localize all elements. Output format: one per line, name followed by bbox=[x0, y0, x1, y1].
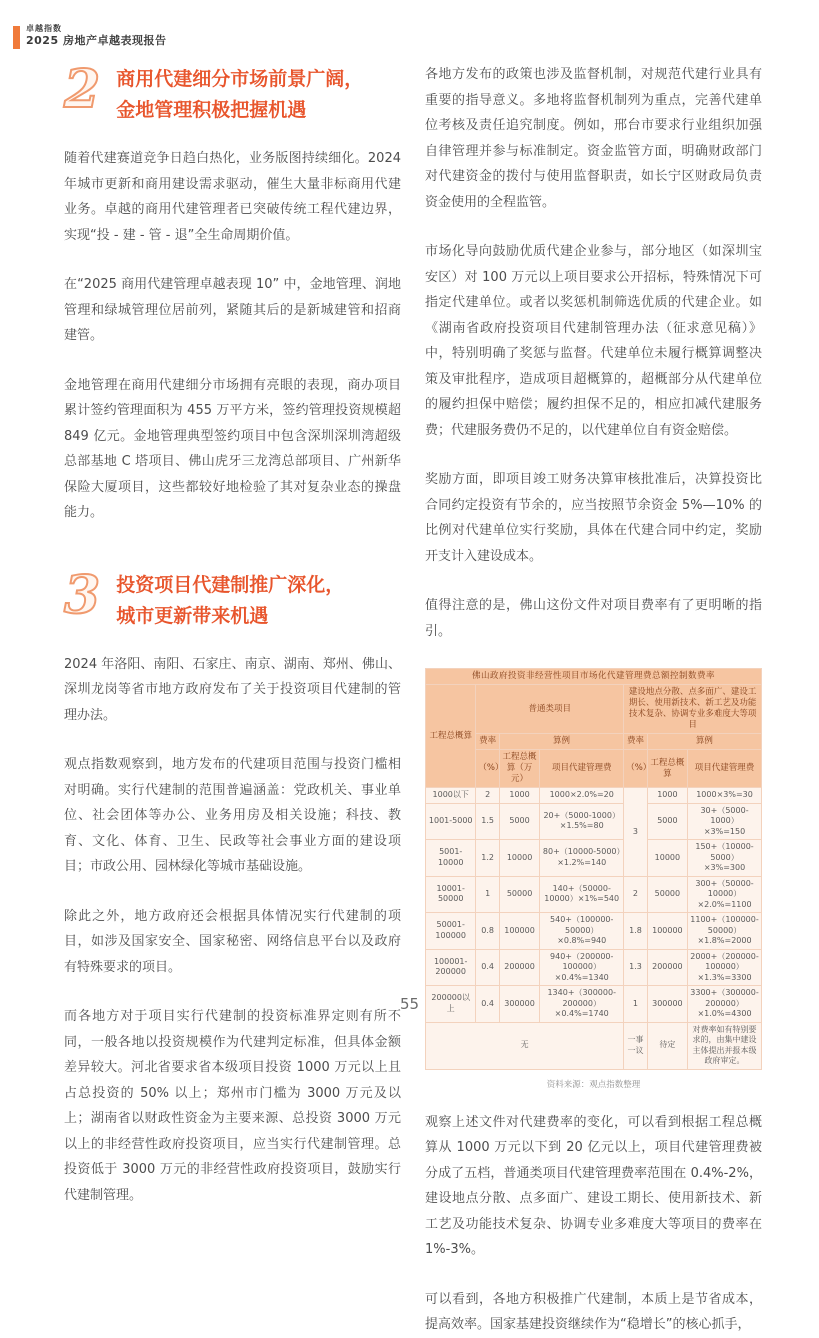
cell-budget: 50000 bbox=[647, 876, 687, 913]
fee-rate-table bbox=[425, 668, 762, 1090]
table-header-fee: 项目代建管理费 bbox=[540, 750, 624, 788]
cell-rate: 0.4 bbox=[476, 949, 500, 986]
cell-fee: 1340+（300000-200000）×0.4%=1740 bbox=[540, 986, 624, 1023]
section-2-title bbox=[116, 62, 363, 126]
cell-budget: 10000 bbox=[647, 840, 687, 877]
cell-rate: 1 bbox=[476, 876, 500, 913]
table-header-pct: （%） bbox=[476, 750, 500, 788]
table-header-budget-wan: 工程总概算（万元） bbox=[499, 750, 539, 788]
table-header-rate: 费率 bbox=[624, 734, 648, 750]
cell-range: 10001-50000 bbox=[426, 876, 476, 913]
cell-rate: 0.8 bbox=[476, 913, 500, 950]
report-brand bbox=[13, 24, 166, 49]
table-row bbox=[426, 803, 762, 840]
cell-budget-special: 待定 bbox=[647, 1022, 687, 1069]
table-header-complex-group: 建设地点分散、点多面广、建设工期长、使用新技术、新工艺及功能技术复杂、协调专业多难度大等项目 bbox=[624, 685, 762, 734]
right-paragraph: 奖励方面，即项目竣工财务决算审核批准后，决算投资比合同约定投资有节余的，应当按照节余资金 5%—10% 的比例对代建单位实行奖励，具体在代建合同中约定，奖励开支计入建设成本。 bbox=[425, 472, 762, 564]
section-3-paragraph: 而各地方对于项目实行代建制的投资标准界定则有所不同，一般各地以投资规模作为代建判定标准，但具体金额差异较大。河北省要求省本级项目投资 1000 万元以上且占总投资的 50% 以上；郑州市门槛为 3000 万元及以上；湖南省以财政性资金为主要来源、总投资 3000 万元以上的非经营性政府投资项目，应当实行代建制管理。总投资低于 3000 万元的非经营性政府投资项目，鼓励实行代建制管理。 bbox=[64, 1009, 401, 1203]
left-column bbox=[64, 59, 401, 1338]
brand-bar-icon bbox=[13, 26, 20, 49]
table-source: 资料来源：观点指数整理 bbox=[546, 1079, 641, 1090]
cell-rate: 3 bbox=[624, 788, 648, 877]
cell-budget: 1000 bbox=[647, 788, 687, 804]
cell-budget: 5000 bbox=[499, 803, 539, 840]
cell-range: 50001-100000 bbox=[426, 913, 476, 950]
right-paragraph: 值得注意的是，佛山这份文件对项目费率有了更明晰的指引。 bbox=[425, 598, 762, 639]
cell-fee: 150+（10000-5000）×3%=300 bbox=[688, 840, 762, 877]
right-paragraph: 各地方发布的政策也涉及监督机制，对规范代建行业具有重要的指导意义。多地将监督机制列为重点，完善代建单位考核及责任追究制度。例如，邢台市要求行业组织加强自律管理并参与标准制定。资金监管方面，明确财政部门对代建资金的拨付与使用监督职责，如长宁区财政局负责资金使用的全程监管。 bbox=[425, 67, 762, 210]
table-row bbox=[426, 913, 762, 950]
section-3-paragraph: 2024 年洛阳、南阳、石家庄、南京、湖南、郑州、佛山、深圳龙岗等省市地方政府发布了关于投资项目代建制的管理办法。 bbox=[64, 656, 401, 723]
table-row bbox=[426, 840, 762, 877]
cell-range: 100001-200000 bbox=[426, 949, 476, 986]
table-header-normal-group: 普通类项目 bbox=[476, 685, 624, 734]
table-header-budget: 工程总概算 bbox=[426, 685, 476, 788]
cell-fee: 30+（5000-1000）×3%=150 bbox=[688, 803, 762, 840]
cell-rate: 1.8 bbox=[624, 913, 648, 950]
table-row bbox=[426, 788, 762, 804]
section-3-heading bbox=[64, 564, 401, 632]
cell-none: 无 bbox=[426, 1022, 624, 1069]
cell-fee: 940+（200000-100000）×0.4%=1340 bbox=[540, 949, 624, 986]
table-header-fee: 项目代建管理费 bbox=[688, 750, 762, 788]
table-header-rate: 费率 bbox=[476, 734, 500, 750]
section-2-number: 2 bbox=[64, 59, 101, 120]
cell-budget: 1000 bbox=[499, 788, 539, 804]
section-3-number: 3 bbox=[64, 564, 101, 626]
section-2-paragraph: 金地管理在商用代建细分市场拥有亮眼的表现，商办项目累计签约管理面积为 455 万平方米，签约管理投资规模超 849 亿元。金地管理典型签约项目中包含深圳深圳湾超级总部基地 C 塔项目、佛山虎牙三龙湾总部项目、广州新华保险大厦项目，这些都较好地检验了其对复杂业态的操盘能力。 bbox=[64, 377, 401, 520]
cell-budget: 100000 bbox=[647, 913, 687, 950]
cell-fee: 1000×2.0%=20 bbox=[540, 788, 624, 804]
cell-budget: 5000 bbox=[647, 803, 687, 840]
table-row bbox=[426, 949, 762, 986]
table-footer-row bbox=[426, 1022, 762, 1069]
section-3-title-line1: 投资项目代建制推广深化， bbox=[116, 573, 345, 596]
cell-fee: 2000+（200000-100000）×1.3%=3300 bbox=[688, 949, 762, 986]
right-paragraph: 观察上述文件对代建费率的变化，可以看到根据工程总概算从 1000 万元以下到 20 亿元以上，项目代建管理费被分成了五档，普通类项目代建管理费率范围在 0.4%-2%，建设地点分散、点多面广、建设工期长、使用新技术、新工艺及功能技术复杂、协调专业多难度大等项目的费率在 1%-3%。 bbox=[425, 1114, 762, 1257]
cell-range: 5001-10000 bbox=[426, 840, 476, 877]
cell-range: 1000以下 bbox=[426, 788, 476, 804]
cell-fee: 20+（5000-1000）×1.5%=80 bbox=[540, 803, 624, 840]
cell-budget: 200000 bbox=[499, 949, 539, 986]
table-header-example: 算例 bbox=[647, 734, 761, 750]
cell-rate: 0.4 bbox=[476, 986, 500, 1023]
cell-budget: 10000 bbox=[499, 840, 539, 877]
cell-budget: 50000 bbox=[499, 876, 539, 913]
cell-rate: 1.3 bbox=[624, 949, 648, 986]
cell-fee: 1000×3%=30 bbox=[688, 788, 762, 804]
right-column bbox=[425, 62, 762, 1338]
section-3-paragraph: 除此之外，地方政府还会根据具体情况实行代建制的项目，如涉及国家安全、国家秘密、网络信息平台以及政府有特殊要求的项目。 bbox=[64, 908, 401, 975]
right-paragraph: 市场化导向鼓励优质代建企业参与，部分地区（如深圳宝安区）对 100 万元以上项目要求公开招标，特殊情况下可指定代建单位。或者以奖惩机制筛选优质的代建企业。如《湖南省政府投资项目代建制管理办法（征求意见稿）》中，特别明确了奖惩与监督。代建单位未履行概算调整决策及审批程序，造成项目超概算的，超概部分从代建单位的履约担保中赔偿；履约担保不足的，相应扣减代建服务费；代建服务费仍不足的，以代建单位自有资金赔偿。 bbox=[425, 244, 762, 438]
section-3-paragraph: 观点指数观察到，地方发布的代建项目范围与投资门槛相对明确。实行代建制的范围普遍涵盖：党政机关、事业单位、社会团体等办公、业务用房及相关设施；科技、教育、文化、体育、卫生、民政等社会事业方面的建设项目；市政公用、园林绿化等城市基础设施。 bbox=[64, 757, 401, 874]
cell-fee: 80+（10000-5000）×1.2%=140 bbox=[540, 840, 624, 877]
section-2-title-line1: 商用代建细分市场前景广阔， bbox=[116, 68, 364, 90]
cell-budget: 100000 bbox=[499, 913, 539, 950]
page-content bbox=[64, 59, 762, 1338]
cell-range: 1001-5000 bbox=[426, 803, 476, 840]
table-header-budget2: 工程总概算 bbox=[647, 750, 687, 788]
cell-budget: 300000 bbox=[647, 986, 687, 1023]
cell-fee: 540+（100000-50000）×0.8%=940 bbox=[540, 913, 624, 950]
brand-tagline: 卓越指数 bbox=[26, 24, 62, 33]
cell-fee: 1100+（100000-50000）×1.8%=2000 bbox=[688, 913, 762, 950]
section-2-paragraph: 在“2025 商用代建管理卓越表现 10” 中，金地管理、润地管理和绿城管理位居前列，紧随其后的是新城建管和招商建管。 bbox=[64, 277, 401, 343]
cell-note: 对费率如有特别要求的，由集中建设主体提出并报本级政府审定。 bbox=[688, 1022, 762, 1069]
section-3-title bbox=[116, 568, 344, 632]
cell-budget: 300000 bbox=[499, 986, 539, 1023]
cell-rate: 1.5 bbox=[476, 803, 500, 840]
table-title: 佛山政府投资非经营性项目市场化代建管理费总额控制数费率 bbox=[426, 669, 762, 685]
page-number: 55 bbox=[399, 995, 420, 1013]
cell-rate: 1 bbox=[624, 986, 648, 1023]
section-3-title-line2: 城市更新带来机遇 bbox=[116, 604, 269, 627]
section-2-paragraph: 随着代建赛道竞争日趋白热化，业务版图持续细化。2024 年城市更新和商用建设需求驱动，催生大量非标商用代建业务。卓越的商用代建管理者已突破传统工程代建边界，实现“投 - 建 - 管 - 退”全生命周期价值。 bbox=[64, 151, 401, 243]
table-header-example: 算例 bbox=[499, 734, 623, 750]
table-header-pct: （%） bbox=[624, 750, 648, 788]
cell-rate: 2 bbox=[624, 876, 648, 913]
cell-fee: 140+（50000-10000）×1%=540 bbox=[540, 876, 624, 913]
cell-fee: 3300+（300000-200000）×1.0%=4300 bbox=[688, 986, 762, 1023]
cell-range: 200000以上 bbox=[426, 986, 476, 1023]
table-row bbox=[426, 876, 762, 913]
section-2-title-line2: 金地管理积极把握机遇 bbox=[116, 99, 307, 121]
cell-rate-special: 一事一议 bbox=[624, 1022, 648, 1069]
section-2-heading bbox=[64, 59, 401, 126]
cell-fee: 300+（50000-10000）×2.0%=1100 bbox=[688, 876, 762, 913]
cell-rate: 1.2 bbox=[476, 840, 500, 877]
report-title: 2025 房地产卓越表现报告 bbox=[26, 34, 167, 47]
cell-budget: 200000 bbox=[647, 949, 687, 986]
cell-rate: 2 bbox=[476, 788, 500, 804]
right-paragraph: 可以看到，各地方积极推广代建制，本质上是节省成本，提高效率。国家基建投资继续作为“稳增长”的核心抓手， bbox=[425, 1291, 762, 1332]
